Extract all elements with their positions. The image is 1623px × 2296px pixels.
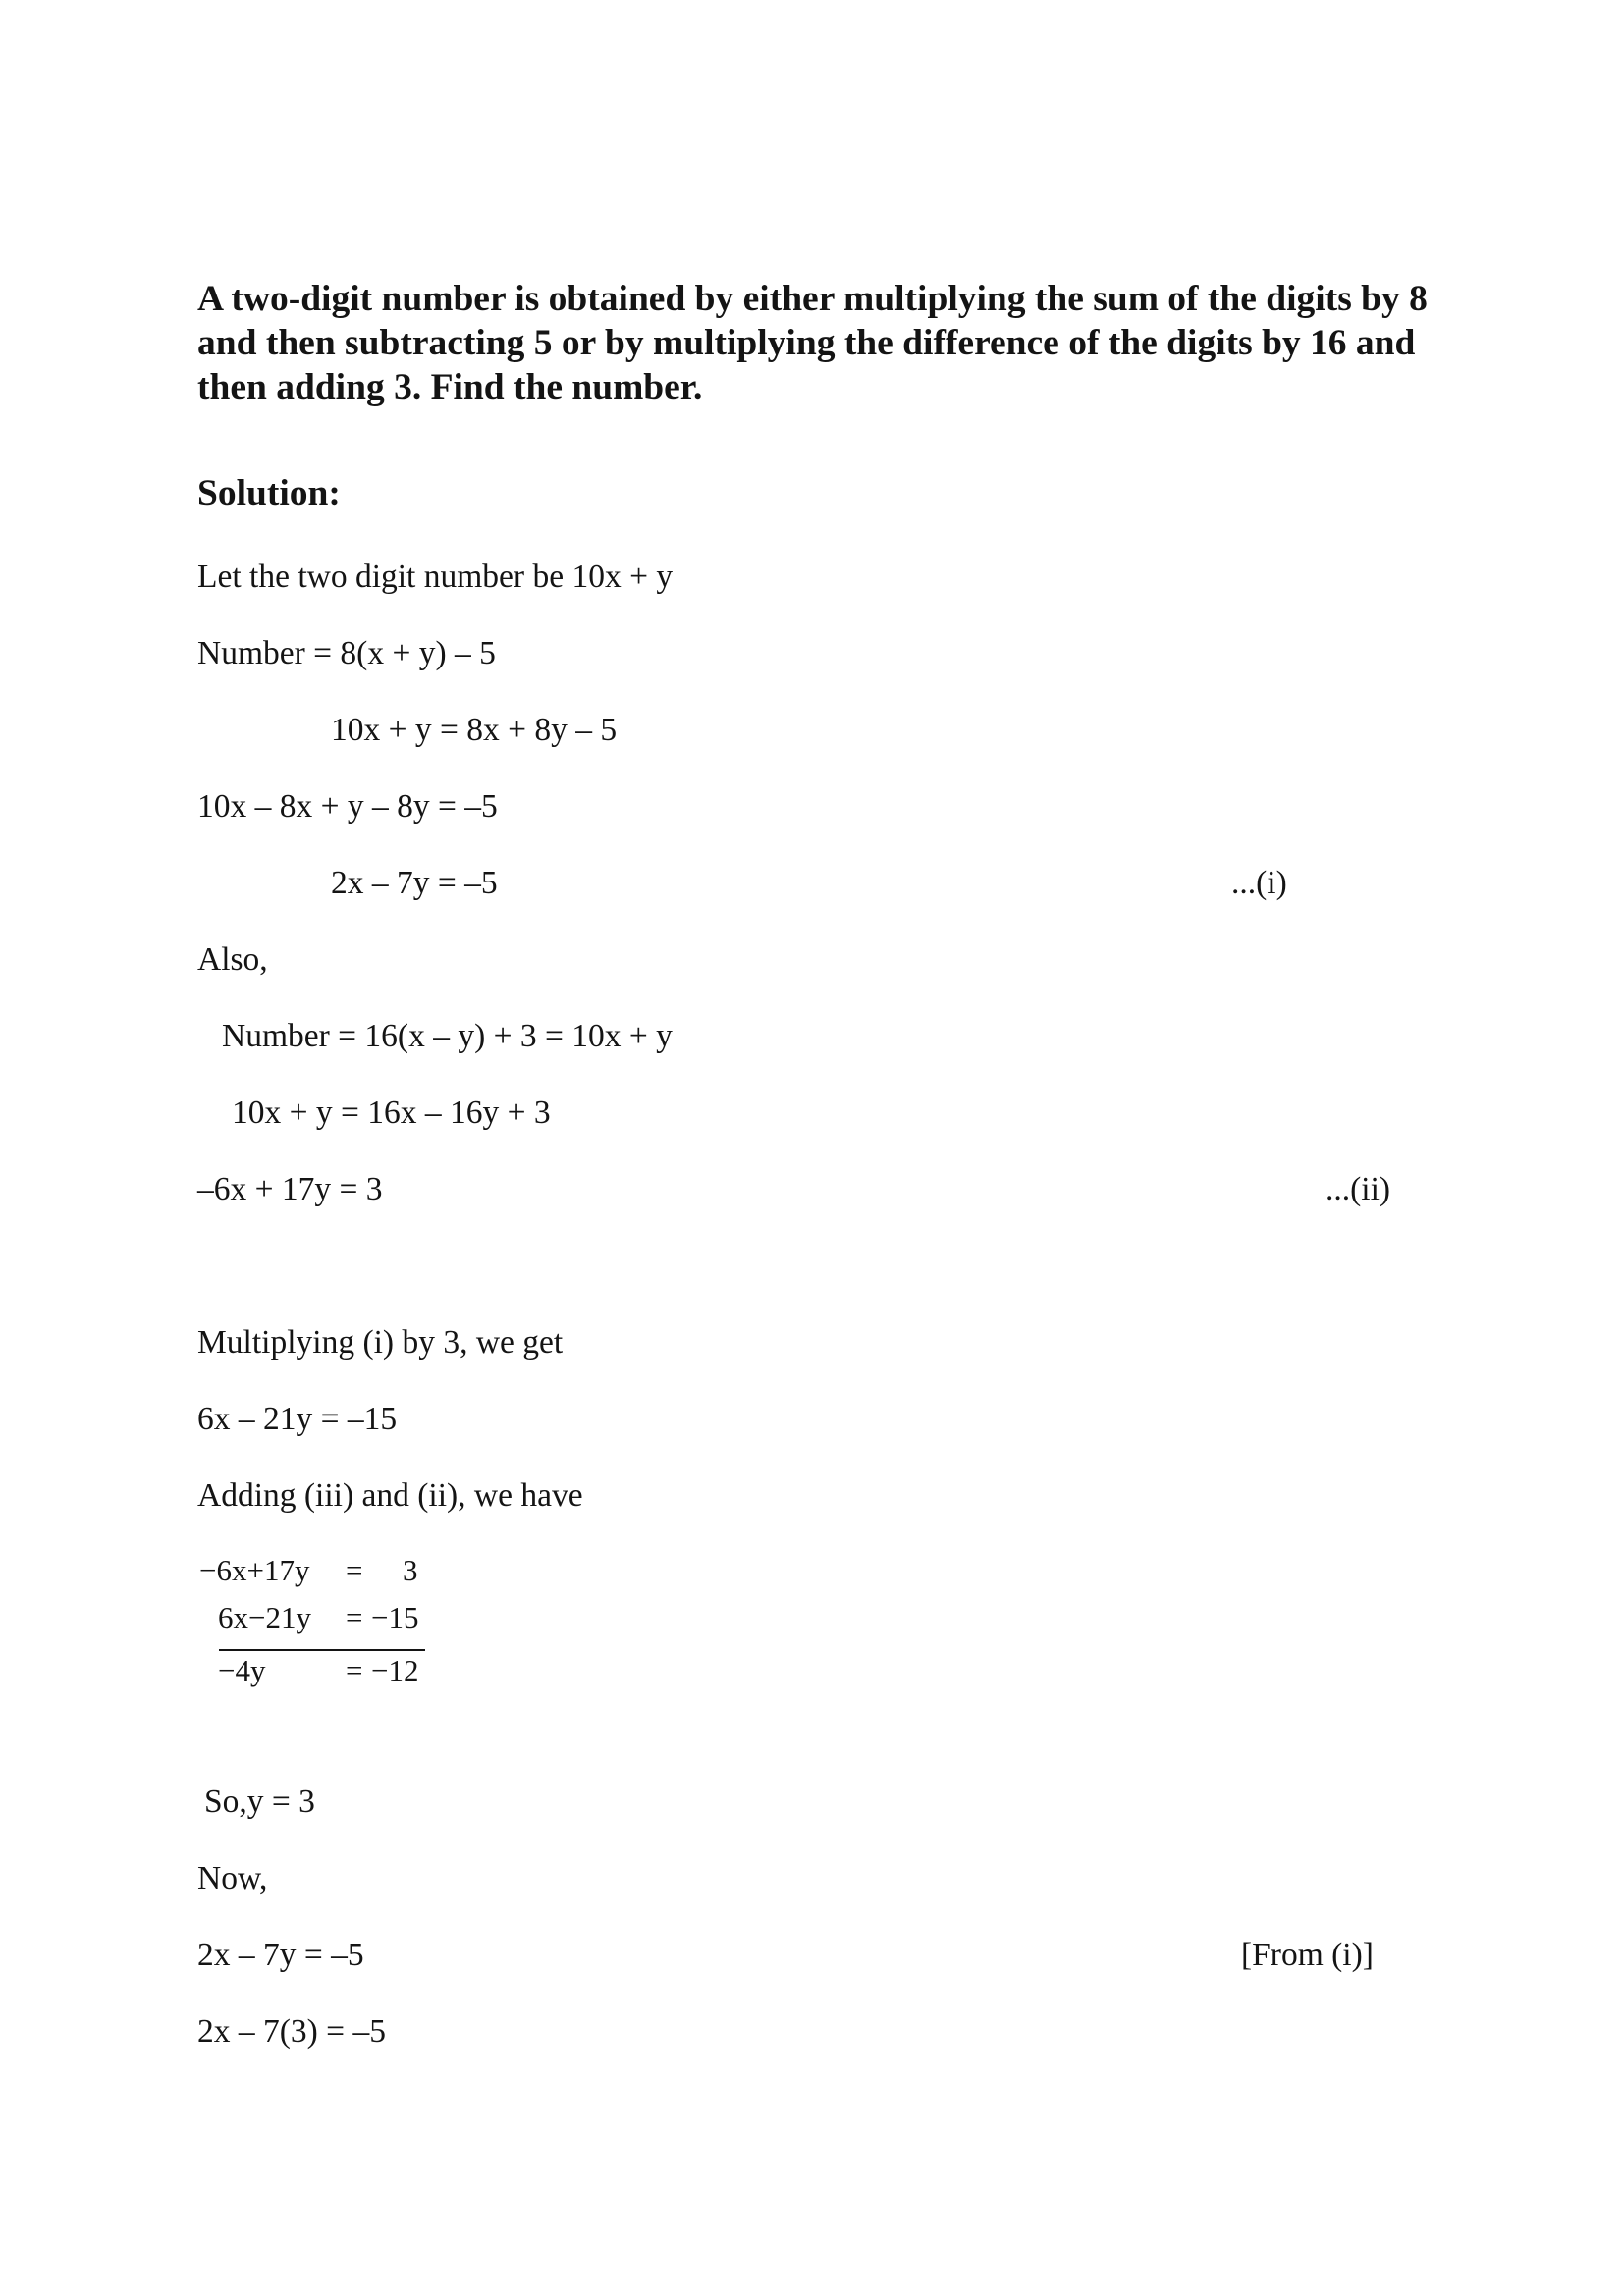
step-number-eq-1: Number = 8(x + y) – 5	[197, 635, 496, 671]
equation-ii: –6x + 17y = 3	[197, 1171, 383, 1207]
step-let-number: Let the two digit number be 10x + y	[197, 559, 674, 595]
step-number-eq-2: Number = 16(x – y) + 3 = 10x + y	[222, 1018, 673, 1054]
question-text: A two-digit number is obtained by either multiplying the sum of the digits by 8 and then subtracting 5 or by multiplying the difference of the digits by 16 and then adding 3. Find the number.	[197, 279, 1428, 407]
step-recall-i: 2x – 7y = –5	[197, 1937, 364, 1973]
addition-row-3-lhs: −4y	[218, 1653, 266, 1687]
step-so-y: So,y = 3	[204, 1784, 315, 1820]
addition-row-2-rhs: −15	[371, 1600, 419, 1634]
addition-row-2-eq: =	[346, 1600, 363, 1634]
equation-iii: 6x – 21y = –15	[197, 1401, 398, 1437]
step-also: Also,	[197, 941, 268, 978]
addition-row-1-lhs: −6x+17y	[199, 1553, 310, 1587]
step-rearrange-1: 10x – 8x + y – 8y = –5	[197, 788, 498, 825]
step-multiply: Multiplying (i) by 3, we get	[197, 1324, 564, 1361]
addition-row-1-eq: =	[346, 1553, 363, 1587]
addition-row-2-lhs: 6x−21y	[218, 1600, 311, 1634]
step-substitute: 2x – 7(3) = –5	[197, 2013, 386, 2050]
addition-row-1-rhs: 3	[403, 1553, 418, 1587]
addition-row-3-rhs: −12	[371, 1653, 419, 1687]
equation-i: 2x – 7y = –5	[331, 865, 498, 901]
step-adding: Adding (iii) and (ii), we have	[197, 1477, 583, 1514]
equation-i-tag: ...(i)	[1231, 865, 1287, 901]
solution-heading: Solution:	[197, 473, 341, 513]
step-now: Now,	[197, 1860, 268, 1896]
from-i-tag: [From (i)]	[1241, 1937, 1374, 1973]
equation-ii-tag: ...(ii)	[1325, 1171, 1391, 1207]
step-expand-2: 10x + y = 16x – 16y + 3	[232, 1095, 551, 1131]
addition-row-3-eq: =	[346, 1653, 363, 1687]
step-expand-1: 10x + y = 8x + 8y – 5	[331, 712, 618, 748]
